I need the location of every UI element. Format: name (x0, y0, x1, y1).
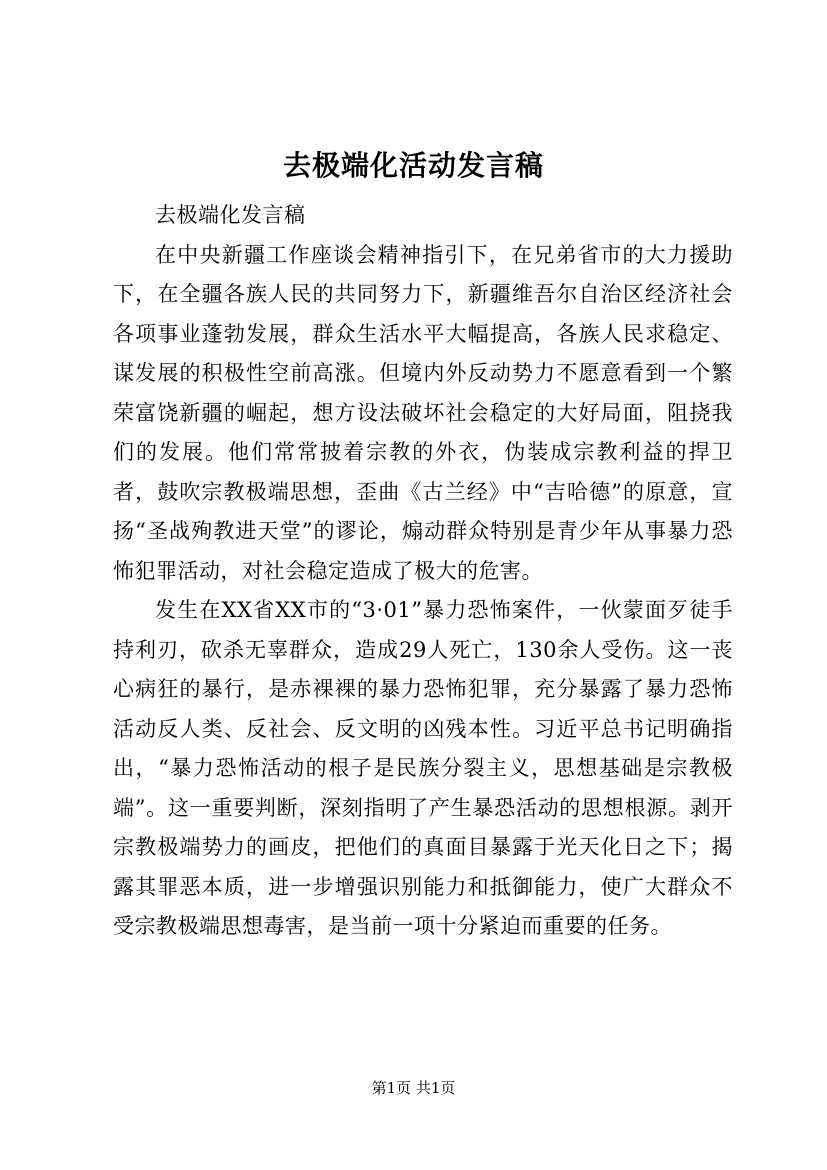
page-footer: 第1页 共1页 (371, 1079, 456, 1097)
document-body (113, 196, 733, 947)
document-title: 去极端化活动发言稿 (282, 149, 544, 182)
body-paragraph-2: 发生在XX省XX市的“3·01”暴力恐怖案件，一伙蒙面歹徒手持利刃，砍杀无辜群众，造成29人死亡，130余人受伤。这一丧心病狂的暴行，是赤裸裸的暴力恐怖犯罪，充分暴露了暴力恐怖活动反人类、反社会、反文明的凶残本性。习近平总书记明确指出，“暴力恐怖活动的根子是民族分裂主义，思想基础是宗教极端”。这一重要判断，深刻指明了产生暴恐活动的思想根源。剥开宗教极端势力的画皮，把他们的真面目暴露于光天化日之下；揭露其罪恶本质，进一步增强识别能力和抵御能力，使广大群众不受宗教极端思想毒害，是当前一项十分紧迫而重要的任务。 (113, 598, 733, 938)
subtitle-paragraph: 去极端化发言稿 (155, 203, 306, 227)
body-paragraph-1: 在中央新疆工作座谈会精神指引下，在兄弟省市的大力援助下，在全疆各族人民的共同努力下，新疆维吾尔自治区经济社会各项事业蓬勃发展，群众生活水平大幅提高，各族人民求稳定、谋发展的积极性空前高涨。但境内外反动势力不愿意看到一个繁荣富饶新疆的崛起，想方设法破坏社会稳定的大好局面，阻挠我们的发展。他们常常披着宗教的外衣，伪装成宗教利益的捍卫者，鼓吹宗教极端思想，歪曲《古兰经》中“吉哈德”的原意，宣扬“圣战殉教进天堂”的谬论，煽动群众特别是青少年从事暴力恐怖犯罪活动，对社会稳定造成了极大的危害。 (113, 242, 733, 583)
